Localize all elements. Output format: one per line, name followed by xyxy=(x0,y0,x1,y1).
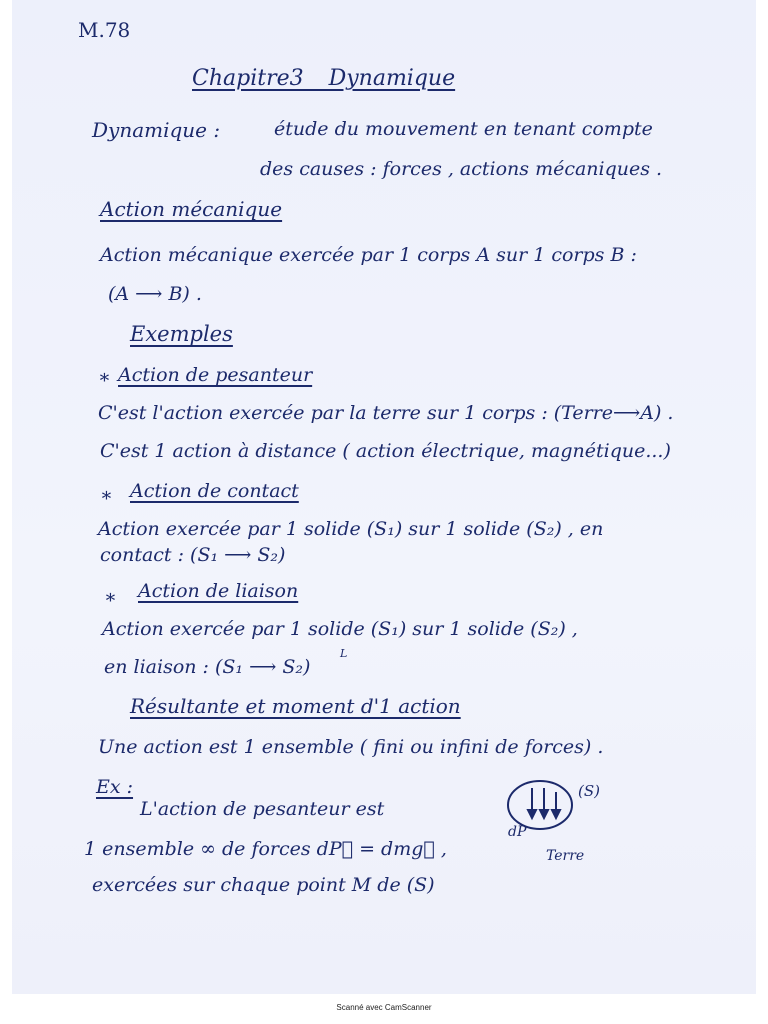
bullet-star-3: ∗ xyxy=(104,586,117,608)
section2-line-4: exercées sur chaque point M de (S) xyxy=(92,874,435,896)
example2-line-1: Action exercée par 1 solide (S₁) sur 1 solide (S₂) , en xyxy=(98,518,604,540)
scanner-footer: Scanné avec CamScanner xyxy=(336,1003,432,1012)
example-label: Ex : xyxy=(96,776,134,798)
definition-label: Dynamique : xyxy=(92,118,221,142)
bullet-star-1: ∗ xyxy=(98,366,111,388)
example3-line-1: Action exercée par 1 solide (S₁) sur 1 solide (S₂) , xyxy=(102,618,578,640)
chapter-title: Chapitre3 _ Dynamique xyxy=(192,66,456,91)
figure-label-s: (S) xyxy=(578,782,600,800)
figure-label-terre: Terre xyxy=(546,848,585,864)
section1-line-2: (A ⟶ B) . xyxy=(108,283,202,305)
bullet-star-2: ∗ xyxy=(100,484,113,506)
example1-heading: Action de pesanteur xyxy=(118,364,313,386)
example2-heading: Action de contact xyxy=(130,480,299,502)
section2-line-3: 1 ensemble ∞ de forces dP⃗ = dmg⃗ , xyxy=(84,838,447,860)
gravity-force-figure xyxy=(500,770,630,870)
scanned-page xyxy=(12,0,756,994)
examples-heading: Exemples xyxy=(130,322,233,346)
example3-heading: Action de liaison xyxy=(138,580,299,602)
example1-line-2: C'est 1 action à distance ( action électrique, magnétique...) xyxy=(100,440,671,462)
section-resultante-moment: Résultante et moment d'1 action xyxy=(130,694,461,718)
section-action-mecanique: Action mécanique xyxy=(100,197,283,221)
example2-line-2: contact : (S₁ ⟶ S₂) xyxy=(100,544,286,566)
section2-line-2: L'action de pesanteur est xyxy=(140,798,385,820)
example3-line-2: en liaison : (S₁ ⟶ S₂) xyxy=(104,656,311,678)
definition-line-2: des causes : forces , actions mécaniques . xyxy=(260,158,663,180)
section1-line-1: Action mécanique exercée par 1 corps A sur 1 corps B : xyxy=(100,244,637,266)
page-number: M.78 xyxy=(78,18,131,42)
section2-line-1: Une action est 1 ensemble ( fini ou infini de forces) . xyxy=(98,736,604,758)
figure-label-dp: dP xyxy=(508,824,527,840)
definition-line-1: étude du mouvement en tenant compte xyxy=(274,118,653,140)
example1-line-1: C'est l'action exercée par la terre sur 1 corps : (Terre⟶A) . xyxy=(98,402,674,424)
solid-s-outline xyxy=(508,781,572,829)
liaison-symbol: L xyxy=(340,647,348,660)
